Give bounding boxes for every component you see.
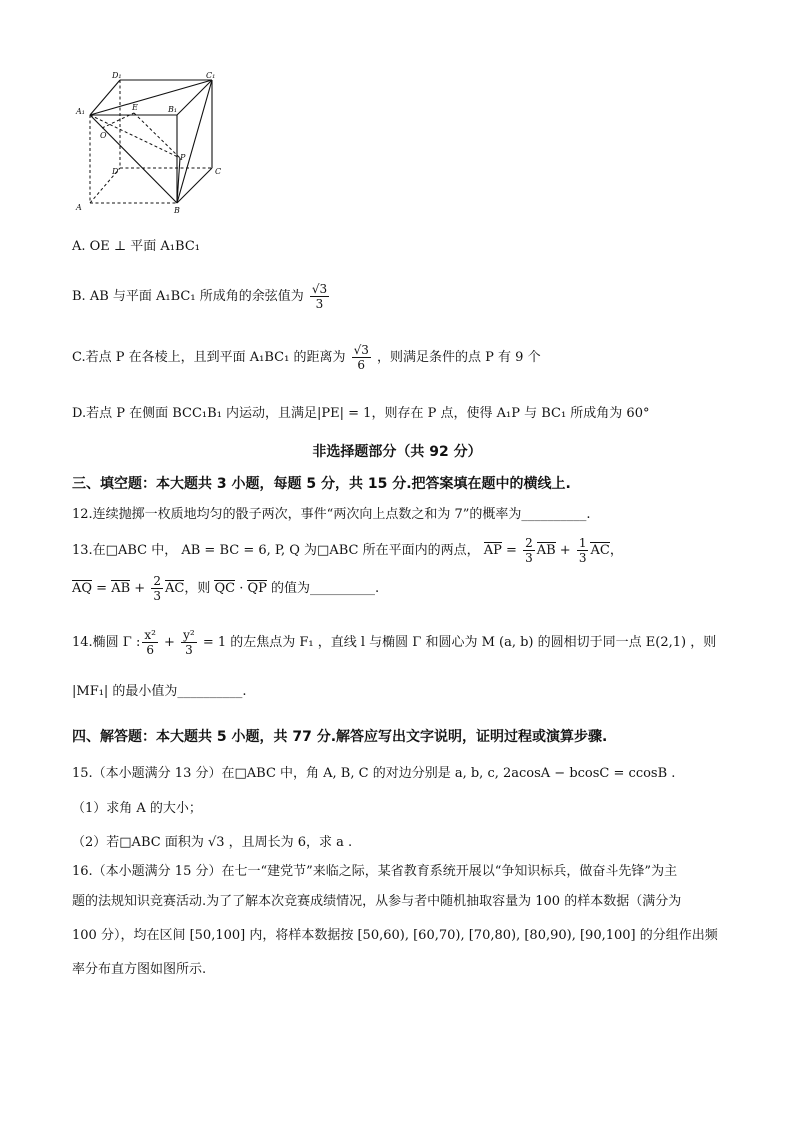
fraction-numerator: x² [144, 628, 156, 642]
label-a1: A₁ [76, 107, 85, 116]
question-14-line2: |MF₁| 的最小值为__________. [72, 684, 247, 699]
q13-text: 13.在□ABC 中， AB = BC = 6, P, Q 为□ABC 所在平面内的两点， [72, 543, 480, 558]
fraction-denominator: 6 [146, 643, 154, 657]
question-14-line1 [72, 628, 716, 657]
dot: · [235, 581, 248, 596]
q11-option-b-fraction [310, 282, 329, 311]
label-b: B [174, 206, 180, 215]
question-13-line1 [72, 536, 623, 565]
label-c1: C₁ [206, 71, 216, 80]
part-title: 非选择题部分（共 92 分） [312, 444, 482, 460]
plus: + [130, 581, 150, 596]
q11-option-c-text: C.若点 P 在各棱上，且到平面 A₁BC₁ 的距离为 [72, 350, 346, 365]
fraction-y [181, 628, 197, 657]
section-4-heading: 四、解答题：本大题共 5 小题，共 77 分.解答应写出文字说明，证明过程或演算步骤. [72, 729, 608, 745]
vector-qp: QP [247, 581, 267, 596]
question-16-line3: 100 分），均在区间 [50,100] 内，将样本数据按 [50,60), [60,70), [70,80), [80,90), [90,100] 的分组作出频 [72, 928, 718, 943]
question-12: 12.连续抛掷一枚质地均匀的骰子两次，事件“两次向上点数之和为 7”的概率为__________. [72, 507, 591, 522]
label-a: A [76, 203, 82, 212]
vector-ac: AC [164, 581, 185, 596]
label-d: D [112, 167, 119, 176]
fraction-numerator: 2 [153, 574, 161, 588]
vector-qc: QC [214, 581, 236, 596]
cube-figure [72, 70, 222, 215]
question-16-line1: 16.（本小题满分 15 分）在七一“建党节”来临之际，某省教育系统开展以“争知识标兵，做奋斗先锋”为主 [72, 864, 678, 879]
fraction-numerator: 1 [578, 536, 587, 550]
equals: = [92, 581, 112, 596]
q11-option-b-text: B. AB 与平面 A₁BC₁ 所成角的余弦值为 [72, 289, 304, 304]
fraction-denominator: 3 [525, 551, 533, 565]
label-e: E [132, 103, 138, 112]
fraction-denominator: 3 [578, 551, 587, 565]
section-3-heading: 三、填空题：本大题共 3 小题，每题 5 分，共 15 分.把答案填在题中的横线上. [72, 476, 571, 492]
question-15-stem: 15.（本小题满分 13 分）在□ABC 中，角 A, B, C 的对边分别是 a, b, c, 2acosA − bcosC = ccosB . [72, 766, 676, 781]
q11-option-d: D.若点 P 在侧面 BCC₁B₁ 内运动，且满足|PE| = 1，则存在 P 点，使得 A₁P 与 BC₁ 所成角为 60° [72, 406, 650, 421]
label-c: C [215, 167, 222, 176]
fraction-denominator: 6 [357, 358, 366, 372]
fraction-numerator: y² [183, 628, 195, 642]
q11-option-c-text-end: ，则满足条件的点 P 有 9 个 [377, 350, 541, 365]
fraction-numerator: √3 [353, 343, 369, 357]
q11-option-b [72, 282, 331, 311]
vector-aq: AQ [72, 581, 93, 596]
q11-option-c-fraction [352, 343, 371, 372]
fraction-numerator: √3 [311, 282, 328, 296]
plus: + [159, 635, 180, 650]
fraction-denominator: 3 [315, 297, 324, 311]
question-16-line4: 率分布直方图如图所示. [72, 962, 207, 977]
q13-mid-text: ，则 [184, 581, 215, 596]
vector-ac: AC [590, 543, 610, 558]
fraction [151, 574, 163, 603]
label-p: P [180, 153, 186, 162]
vector-ap: AP [483, 543, 502, 558]
question-15-part1: （1）求角 A 的大小； [72, 801, 202, 816]
fraction-numerator: 2 [525, 536, 533, 550]
question-13-line2 [72, 574, 379, 603]
label-d1: D₁ [112, 71, 122, 80]
q11-option-a: A. OE ⊥ 平面 A₁BC₁ [72, 239, 200, 254]
vector-ab: AB [536, 543, 556, 558]
q11-option-c [72, 343, 541, 372]
label-b1: B₁ [168, 105, 178, 114]
q13-end-text: 的值为__________. [266, 581, 380, 596]
fraction [577, 536, 589, 565]
fraction-denominator: 3 [153, 589, 161, 603]
label-o: O [100, 131, 107, 140]
plus: + [555, 543, 575, 558]
fraction-x [142, 628, 158, 657]
question-16-line2: 题的法规知识竞赛活动.为了了解本次竞赛成绩情况，从参与者中随机抽取容量为 100 的样本数据（满分为 [72, 894, 682, 909]
q14-text-end: = 1 的左焦点为 F₁ ，直线 l 与椭圆 Γ 和圆心为 M (a, b) 的圆相切于同一点 E(2,1) ，则 [198, 635, 717, 650]
fraction-denominator: 3 [185, 643, 193, 657]
fraction [523, 536, 535, 565]
vector-ab: AB [111, 581, 131, 596]
q14-text: 14.椭圆 Γ : [72, 635, 141, 650]
question-15-part2: （2）若□ABC 面积为 √3 ，且周长为 6，求 a . [72, 835, 353, 850]
equals: = [501, 543, 522, 558]
comma: ， [609, 543, 623, 558]
